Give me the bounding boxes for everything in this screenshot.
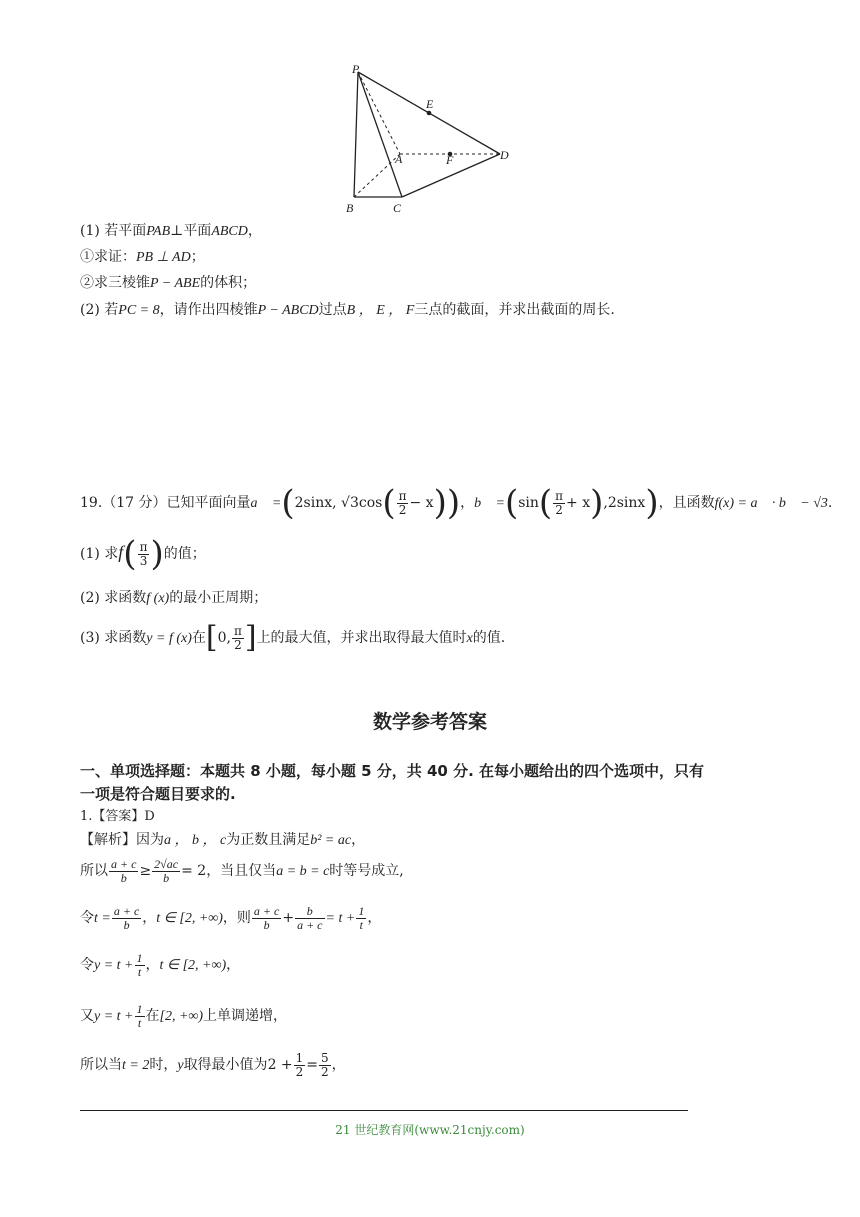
text: (3) 求函数 bbox=[80, 630, 147, 646]
analysis-line3 bbox=[80, 905, 381, 931]
fraction: $\frac{\pi}{2}$ bbox=[555, 488, 564, 517]
math: PAB bbox=[146, 224, 171, 239]
vector-b: b⃗ = bbox=[474, 496, 505, 511]
math: t = 2 bbox=[122, 1058, 150, 1074]
math: = t + bbox=[325, 911, 356, 927]
analysis-line4 bbox=[80, 952, 240, 978]
fraction: $\frac{b}{a + c}$ bbox=[297, 904, 323, 932]
math: = 2 bbox=[181, 863, 207, 880]
text: ， bbox=[460, 495, 475, 511]
math: y = t + bbox=[94, 958, 134, 974]
text: 的值. bbox=[472, 630, 506, 646]
fraction: $\frac{a + c}{b}$ bbox=[111, 857, 137, 885]
q19-part1: (1) 求f( $\frac{\pi}{3}$ )的值； bbox=[80, 534, 206, 574]
text: (1) 求 bbox=[80, 546, 119, 562]
text: 令 bbox=[80, 957, 94, 974]
vector-a: a⃗ = bbox=[250, 496, 282, 511]
analysis-line5 bbox=[80, 1003, 287, 1029]
text: ； bbox=[190, 249, 205, 265]
fraction: $\frac{1}{t}$ bbox=[358, 904, 365, 932]
text: ， bbox=[247, 223, 262, 239]
text: 所以当 bbox=[80, 1057, 122, 1074]
q18-part2 bbox=[80, 299, 615, 319]
label-E: E bbox=[426, 97, 434, 111]
text: 的值； bbox=[163, 546, 206, 562]
math: f (x) bbox=[146, 591, 170, 606]
fraction: $\frac{5}{2}$ bbox=[321, 1051, 329, 1079]
math: t ∈ [2, +∞) bbox=[156, 911, 223, 927]
math: a ， b ， c bbox=[164, 833, 227, 848]
text: ，则 bbox=[222, 910, 251, 927]
text: 时等号成立, bbox=[329, 863, 404, 880]
math: PC = 8 bbox=[118, 303, 160, 318]
label-B: B bbox=[346, 201, 354, 215]
text: 三点的截面，并求出截面的周长. bbox=[414, 302, 615, 318]
fraction: $\frac{1}{t}$ bbox=[136, 1002, 143, 1030]
math: b² = ac bbox=[310, 833, 352, 848]
analysis-line1 bbox=[80, 829, 365, 849]
text: 在 bbox=[191, 630, 206, 646]
answer-1: 1.【答案】D bbox=[80, 809, 155, 824]
fraction: $\frac{\pi}{2}$ bbox=[398, 488, 407, 517]
text: 在 bbox=[145, 1008, 160, 1025]
text: 的最小正周期； bbox=[169, 590, 268, 606]
text: (2) 若 bbox=[80, 302, 119, 318]
math: f bbox=[118, 542, 124, 562]
text: ， bbox=[367, 910, 382, 927]
math: t = bbox=[94, 911, 111, 927]
math: a = b = c bbox=[276, 864, 330, 880]
math: x bbox=[466, 631, 473, 646]
text: . bbox=[827, 495, 833, 511]
fraction: $\frac{a + c}{b}$ bbox=[253, 904, 280, 932]
text: ， bbox=[145, 957, 160, 974]
text: ， bbox=[331, 1057, 346, 1074]
text: 平面 bbox=[183, 223, 212, 239]
text: ， bbox=[226, 957, 241, 974]
fraction: $\frac{1}{t}$ bbox=[136, 951, 143, 979]
math: + x bbox=[566, 495, 591, 511]
fraction: $\frac{2√ac}{b}$ bbox=[154, 857, 179, 885]
math: 2sinx, bbox=[294, 495, 337, 511]
text: 【解析】因为 bbox=[80, 832, 164, 848]
footer-text[interactable]: 21 世纪教育网(www.21cnjy.com) bbox=[335, 1123, 525, 1137]
fraction: $\frac{\pi}{3}$ bbox=[139, 539, 148, 568]
text: ①求证： bbox=[80, 249, 136, 265]
q18-part1 bbox=[80, 220, 262, 240]
fraction: $\frac{a + c}{b}$ bbox=[113, 904, 140, 932]
text: ②求三棱锥 bbox=[80, 275, 150, 291]
math: ABCD bbox=[211, 224, 248, 239]
math: [2, +∞) bbox=[159, 1009, 204, 1025]
text: 时， bbox=[149, 1057, 178, 1074]
math: y = t + bbox=[94, 1009, 134, 1025]
q18-sub1 bbox=[80, 246, 205, 266]
edge-PB bbox=[354, 72, 358, 197]
text: 的体积； bbox=[200, 275, 257, 291]
math: = bbox=[306, 1057, 319, 1074]
analysis-line6 bbox=[80, 1052, 346, 1078]
math: B ， E ， F bbox=[346, 303, 415, 318]
math: y bbox=[177, 1058, 184, 1074]
label-A: A bbox=[395, 152, 403, 166]
q18-sub2 bbox=[80, 272, 256, 292]
q19-part2 bbox=[80, 587, 267, 607]
math: ≥ bbox=[139, 863, 152, 880]
text: ，且函数 bbox=[658, 495, 715, 511]
text: (2) 求函数 bbox=[80, 590, 147, 606]
math: 2 + bbox=[267, 1057, 293, 1074]
pyramid-figure bbox=[340, 62, 530, 222]
math: sin bbox=[518, 495, 539, 511]
math: t ∈ [2, +∞) bbox=[159, 958, 227, 974]
label-P: P bbox=[352, 62, 360, 76]
section-heading-line1: 一、单项选择题：本题共 8 小题，每小题 5 分，共 40 分. 在每小题给出的四个选项中，只有 bbox=[80, 762, 705, 780]
text: 令 bbox=[80, 910, 94, 927]
fraction: $\frac{1}{2}$ bbox=[295, 1051, 304, 1079]
text: 过点 bbox=[318, 302, 347, 318]
fraction: $\frac{\pi}{2}$ bbox=[233, 623, 242, 652]
math: P − ABCD bbox=[257, 303, 319, 318]
perp-symbol: ⊥ bbox=[170, 223, 184, 239]
section-heading-line2: 一项是符合题目要求的. bbox=[80, 785, 236, 803]
math: − x bbox=[409, 495, 434, 511]
text: ，当且仅当 bbox=[206, 863, 277, 880]
text: 取得最小值为 bbox=[183, 1057, 268, 1074]
math: ,2sinx bbox=[603, 495, 646, 511]
text: (1) 若平面 bbox=[80, 223, 147, 239]
q19-stem: 19.（17 分）已知平面向量a⃗ =(2sinx, √3cos( $\frac{\pi}{2}$ − x))，b⃗ =(sin( $\frac{\pi}{2}$ + x),2sinx)，且函数f(x) = a⃗ · b⃗ − √3. bbox=[80, 483, 833, 523]
analysis-line2 bbox=[80, 858, 404, 884]
footer-divider bbox=[80, 1110, 688, 1111]
q19-part3: (3) 求函数y = f (x)在[0, $\frac{\pi}{2}$ ]上的最大值，并求出取得最大值时x的值. bbox=[80, 620, 506, 655]
text: 19.（17 分）已知平面向量 bbox=[80, 495, 251, 511]
text: ， bbox=[142, 910, 157, 927]
edge-PC bbox=[358, 72, 402, 197]
text: 为正数且满足 bbox=[226, 832, 311, 848]
answers-title: 数学参考答案 bbox=[372, 711, 487, 733]
text: 又 bbox=[80, 1008, 94, 1025]
text: 上的最大值，并求出取得最大值时 bbox=[256, 630, 467, 646]
text: 所以 bbox=[80, 863, 108, 880]
label-D: D bbox=[500, 148, 509, 162]
math: PB ⊥ AD bbox=[136, 250, 191, 265]
label-C: C bbox=[393, 201, 402, 215]
math: y = f (x) bbox=[146, 631, 192, 646]
edge-AB bbox=[354, 154, 400, 197]
math: 0, bbox=[217, 630, 231, 646]
label-F: F bbox=[446, 153, 454, 167]
math: P − ABE bbox=[150, 276, 201, 291]
math: + bbox=[282, 910, 295, 927]
math: f(x) = a⃗ · b⃗ − √3 bbox=[714, 496, 828, 511]
text: 上单调递增， bbox=[203, 1008, 288, 1025]
text: ，请作出四棱锥 bbox=[159, 302, 258, 318]
math: √3cos bbox=[341, 495, 383, 511]
text: ， bbox=[351, 832, 366, 848]
point-E bbox=[427, 111, 432, 116]
